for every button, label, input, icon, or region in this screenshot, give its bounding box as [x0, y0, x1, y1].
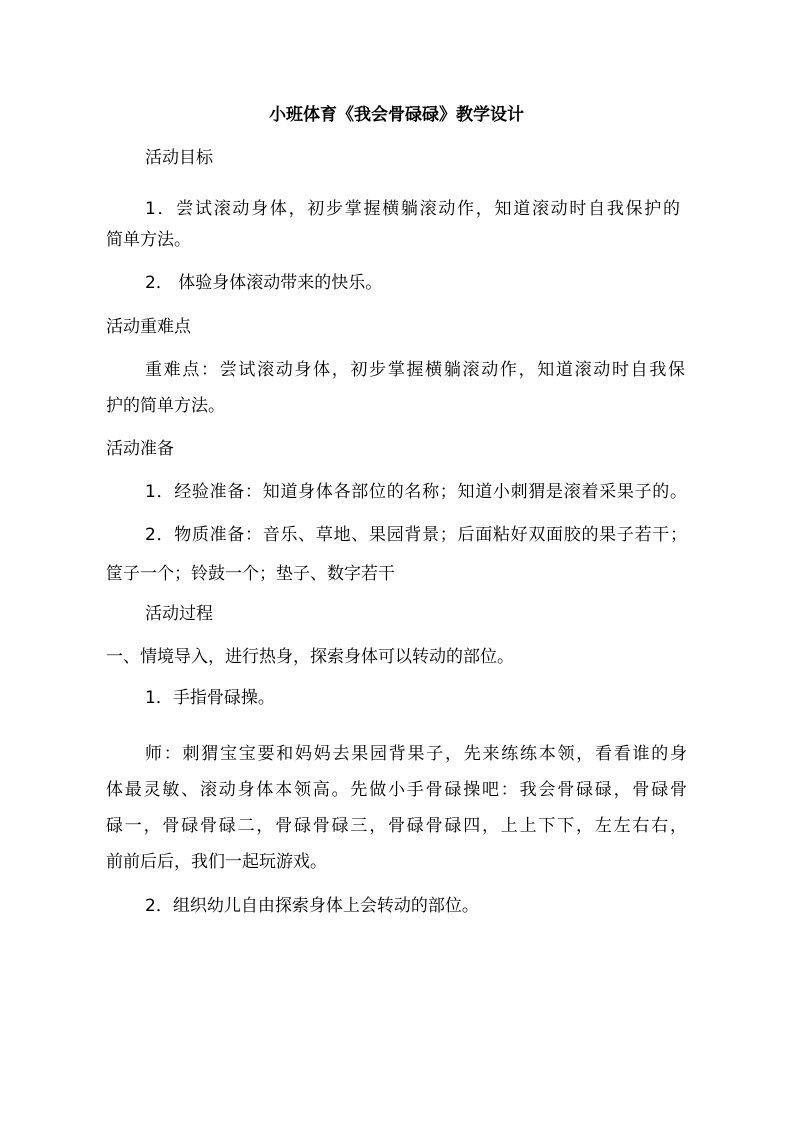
key-points-line-2: 护的简单方法。	[106, 396, 225, 416]
step-1-2: 2．组织幼儿自由探索身体上会转动的部位。	[145, 896, 479, 916]
goal-2: 2． 体验身体滚动带来的快乐。	[145, 273, 383, 293]
process-heading: 活动过程	[145, 604, 213, 624]
prep-2-line-1: 2．物质准备：音乐、草地、果园背景；后面粘好双面胶的果子若干；	[145, 525, 687, 545]
key-points-heading: 活动重难点	[106, 317, 191, 337]
prep-2-line-2: 筐子一个；铃鼓一个；垫子、数字若干	[106, 564, 395, 584]
goal-1-line-1: 1．尝试滚动身体，初步掌握横躺滚动作，知道滚动时自我保护的	[145, 199, 680, 219]
teacher-line-4: 前前后后，我们一起玩游戏。	[106, 852, 327, 872]
step-1-1: 1．手指骨碌操。	[145, 688, 275, 708]
prep-1: 1．经验准备：知道身体各部位的名称；知道小刺猬是滚着采果子的。	[145, 482, 687, 502]
prep-heading: 活动准备	[106, 439, 174, 459]
teacher-line-2: 体最灵敏、滚动身体本领高。先做小手骨碌操吧：我会骨碌碌，骨碌骨	[106, 780, 687, 800]
key-points-line-1: 重难点：尝试滚动身体，初步掌握横躺滚动作，知道滚动时自我保	[145, 360, 685, 380]
teacher-line-3: 碌一，骨碌骨碌二，骨碌骨碌三，骨碌骨碌四，上上下下，左左右右，	[106, 816, 687, 836]
document-title: 小班体育《我会骨碌碌》教学设计	[269, 105, 524, 125]
step-1-heading: 一、情境导入，进行热身，探索身体可以转动的部位。	[106, 647, 514, 667]
goals-heading: 活动目标	[145, 148, 213, 168]
teacher-line-1: 师：刺猬宝宝要和妈妈去果园背果子，先来练练本领，看看谁的身	[145, 744, 687, 764]
goal-1-line-2: 简单方法。	[106, 230, 191, 250]
